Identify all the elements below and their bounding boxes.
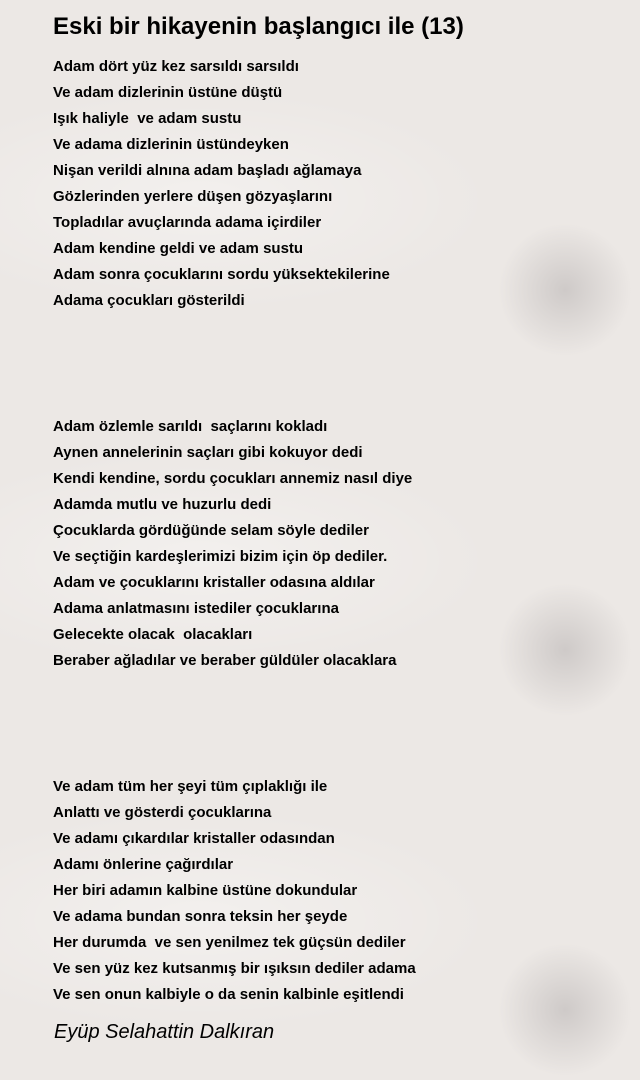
poem-line: Ve adam tüm her şeyi tüm çıplaklığı ile xyxy=(53,778,328,795)
poem-line: Ve sen yüz kez kutsanmış bir ışıksın dediler adama xyxy=(53,960,416,977)
poem-line: Ve adamı çıkardılar kristaller odasından xyxy=(53,830,335,847)
poem-line: Adamda mutlu ve huzurlu dedi xyxy=(53,496,272,513)
poem-line: Işık haliyle ve adam sustu xyxy=(53,110,242,127)
poem-line: Adama çocukları gösterildi xyxy=(53,292,245,309)
poem-line: Adam sonra çocuklarını sordu yüksektekilerine xyxy=(53,266,390,283)
poem-line: Adam özlemle sarıldı saçlarını kokladı xyxy=(53,418,328,435)
poem-line: Kendi kendine, sordu çocukları annemiz nasıl diye xyxy=(53,470,413,487)
stanza-1 xyxy=(53,54,390,314)
poem-line: Ve seçtiğin kardeşlerimizi bizim için öp dediler. xyxy=(53,548,388,565)
poem-line: Gözlerinden yerlere düşen gözyaşlarını xyxy=(53,188,333,205)
poem-line: Nişan verildi alnına adam başladı ağlamaya xyxy=(53,162,362,179)
stanza-3 xyxy=(53,774,416,1008)
poem-line: Aynen annelerinin saçları gibi kokuyor dedi xyxy=(53,444,363,461)
poem-line: Ve adama dizlerinin üstündeyken xyxy=(53,136,289,153)
poem-line: Adama anlatmasını istediler çocuklarına xyxy=(53,600,339,617)
poem-line: Anlattı ve gösterdi çocuklarına xyxy=(53,804,272,821)
stanza-2 xyxy=(53,414,412,674)
poem-line: Gelecekte olacak olacakları xyxy=(53,626,253,643)
poem-line: Beraber ağladılar ve beraber güldüler olacaklara xyxy=(53,652,397,669)
poem-line: Adam dört yüz kez sarsıldı sarsıldı xyxy=(53,58,299,75)
poem-line: Adam ve çocuklarını kristaller odasına aldılar xyxy=(53,574,375,591)
poem-line: Ve sen onun kalbiyle o da senin kalbinle eşitlendi xyxy=(53,986,404,1003)
poem-line: Topladılar avuçlarında adama içirdiler xyxy=(53,214,322,231)
poem-line: Her durumda ve sen yenilmez tek güçsün dediler xyxy=(53,934,406,951)
poem-line: Çocuklarda gördüğünde selam söyle dediler xyxy=(53,522,369,539)
poem-line: Ve adama bundan sonra teksin her şeyde xyxy=(53,908,348,925)
poem-author: Eyüp Selahattin Dalkıran xyxy=(54,1021,275,1043)
poem-line: Adam kendine geldi ve adam sustu xyxy=(53,240,304,257)
poem-line: Ve adam dizlerinin üstüne düştü xyxy=(53,84,283,101)
poem-line: Her biri adamın kalbine üstüne dokundular xyxy=(53,882,358,899)
poem-line: Adamı önlerine çağırdılar xyxy=(53,856,234,873)
poem-title: Eski bir hikayenin başlangıcı ile (13) xyxy=(53,13,464,40)
